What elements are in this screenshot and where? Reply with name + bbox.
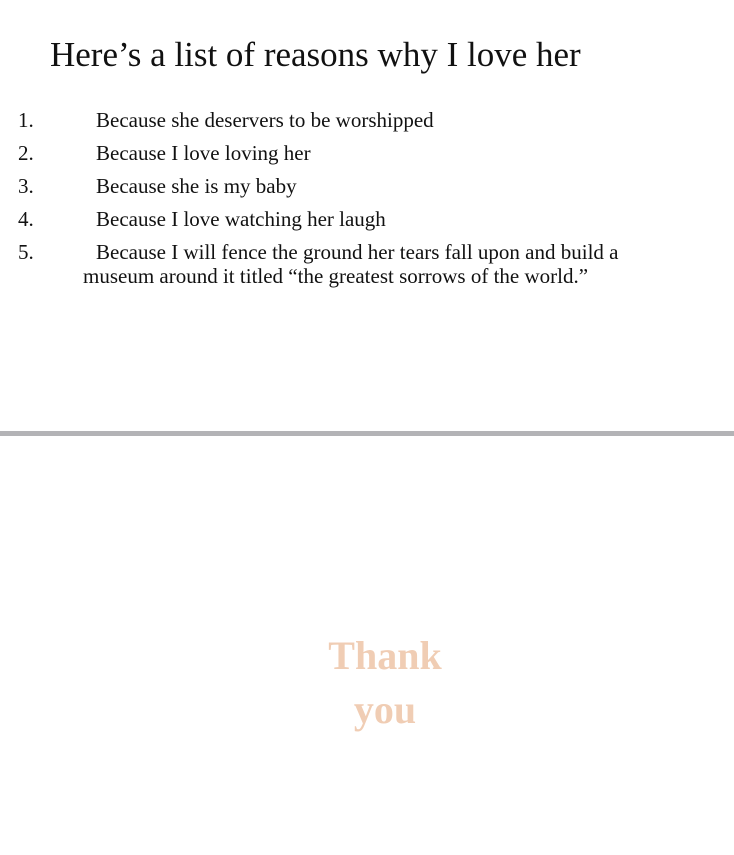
list-item-number: 4.: [18, 207, 34, 231]
slide-title: Here’s a list of reasons why I love her: [50, 35, 581, 74]
thank-you-line-2: you: [353, 687, 417, 732]
thank-you-text: [285, 629, 485, 737]
list-item-text: Because I love loving her: [96, 141, 311, 165]
thank-you-line-1: Thank: [328, 633, 442, 678]
reasons-list: [0, 106, 734, 298]
list-item-text: Because I love watching her laugh: [96, 207, 386, 231]
list-item-number: 2.: [18, 141, 34, 165]
list-item-number: 5.: [18, 240, 34, 264]
list-item-number: 1.: [18, 108, 34, 132]
list-item: [0, 205, 734, 238]
list-item-text: Because she deservers to be worshipped: [96, 108, 434, 132]
list-item: [0, 106, 734, 139]
list-item: [0, 172, 734, 205]
list-item-text: Because she is my baby: [96, 174, 297, 198]
slide-thank-you: [0, 436, 734, 855]
list-item-text: Because I will fence the ground her tears fall upon and build a museum around it titled “the greatest sorrows of the world.”: [83, 240, 619, 288]
list-item-number: 3.: [18, 174, 34, 198]
list-item: [0, 238, 734, 298]
list-item: [0, 139, 734, 172]
